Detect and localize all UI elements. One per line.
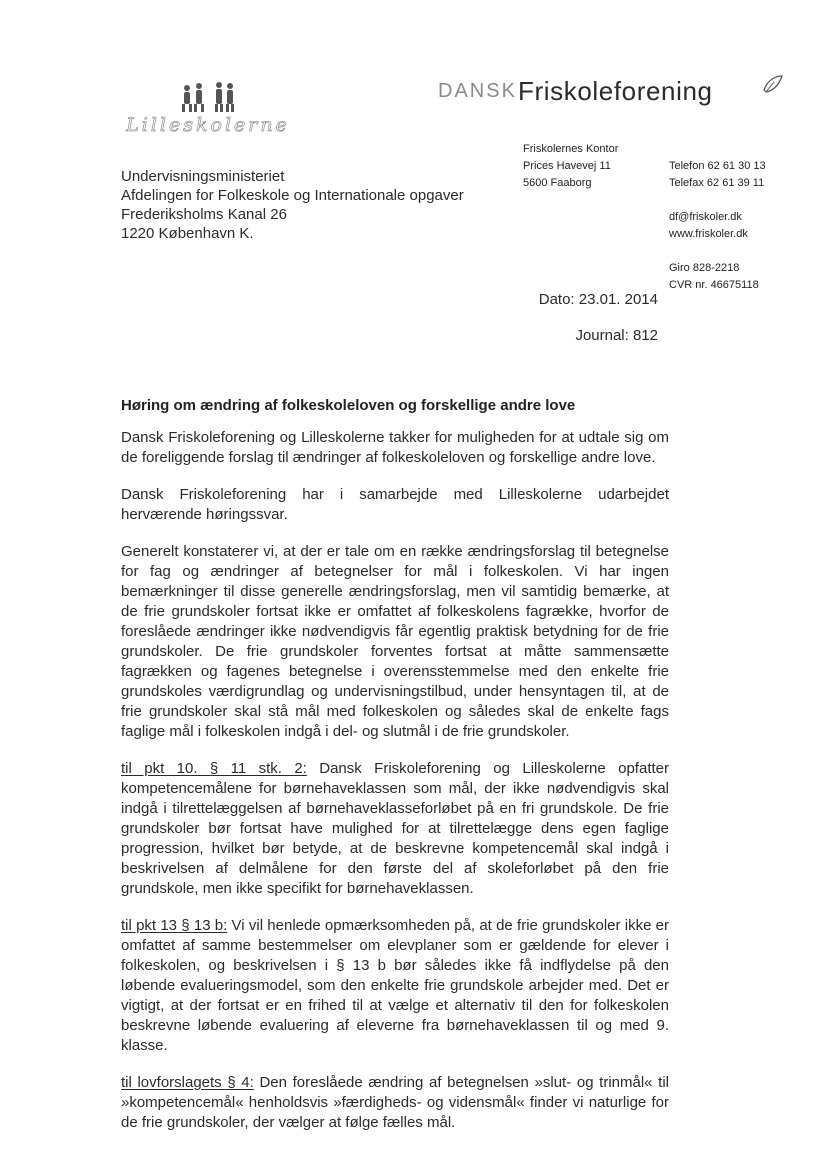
sender-city: 5600 Faaborg	[523, 177, 592, 189]
recipient-line: Frederiksholms Kanal 26	[121, 206, 287, 223]
contact-fax: Telefax 62 61 39 11	[669, 177, 765, 189]
letter-subject: Høring om ændring af folkeskoleloven og forskellige andre love	[121, 397, 576, 414]
contact-email[interactable]: df@friskoler.dk	[669, 211, 742, 223]
logo-prefix: DANSK	[438, 80, 517, 102]
contact-info	[669, 158, 789, 294]
section-reference: til lovforslagets § 4:	[121, 1074, 254, 1091]
sender-address	[523, 141, 653, 192]
leaf-icon	[760, 72, 786, 98]
contact-giro: Giro 828-2218	[669, 262, 740, 274]
body-paragraph	[121, 916, 669, 1056]
paragraph-text: Dansk Friskoleforening og Lilleskolerne opfatter kompetencemålene for børnehaveklassen som mål, der ikke nødvendigvis skal indgå i tilrettelæggelsen af børnehaveklasseforløbet på en fri grundskole. De frie grundskoler bør fortsat have mulighed for at tilrettelægge dens egen faglige progression, hvilket bør betyde, at de beskrevne kompetencemål skal indgå i beskrivelsen af delmålene for den første del af skoleforløbet på den frie grundskole, men ikke specifikt for børnehaveklassen.	[121, 760, 669, 897]
recipient-line: 1220 København K.	[121, 225, 254, 242]
logo-name: Friskoleforening	[518, 76, 713, 106]
lilleskolerne-wordmark: Lilleskolerne	[126, 114, 290, 136]
journal-number: Journal: 812	[575, 327, 658, 344]
sender-street: Prices Havevej 11	[523, 160, 611, 172]
contact-phone: Telefon 62 61 30 13	[669, 160, 766, 172]
body-paragraph	[121, 759, 669, 899]
letter-date: Dato: 23.01. 2014	[538, 291, 658, 308]
paragraph-text: Den foreslåede ændring af betegnelsen »slut- og trinmål« til »kompetencemål« henholdsvis »færdigheds- og vidensmål« finder vi naturlige for de frie grundskoler, der vælger at følge fælles mål.	[121, 1074, 669, 1131]
contact-cvr: CVR nr. 46675118	[669, 279, 759, 291]
sender-office: Friskolernes Kontor	[523, 143, 619, 155]
paragraph-text: Vi vil henlede opmærksomheden på, at de frie grundskoler ikke er omfattet af samme bestemmelser om elevplaner som er gældende for elever i folkeskolen, og beskrivelsen i § 13 b bør således ikke få indflydelse på den løbende evalueringsmodel, som den enkelte frie grundskole arbejder med. Det er vigtigt, at der fortsat er en frihed til at vælge et alternativ til den for folkeskolen beskrevne løbende evaluering af eleverne fra børnehaveklassen til og med 9. klasse.	[121, 917, 669, 1054]
letter-body	[121, 428, 669, 1150]
recipient-line: Undervisningsministeriet	[121, 168, 285, 185]
recipient-line: Afdelingen for Folkeskole og Internationale opgaver	[121, 187, 464, 204]
lilleskolerne-logo	[118, 80, 298, 140]
friskoleforening-logo	[438, 72, 788, 120]
body-paragraph: Dansk Friskoleforening har i samarbejde med Lilleskolerne udarbejdet herværende høringssvar.	[121, 486, 669, 523]
section-reference: til pkt 10. § 11 stk. 2:	[121, 760, 307, 777]
contact-web[interactable]: www.friskoler.dk	[669, 228, 748, 240]
recipient-address	[121, 167, 521, 243]
body-paragraph: Generelt konstaterer vi, at der er tale om en række ændringsforslag til betegnelse for fag og ændringer af betegnelser for mål i folkeskolen. Vi har ingen bemærkninger til disse generelle ændringsforslag, men vil samtidig bemærke, at de frie grundskoler fortsat ikke er omfattet af folkeskolens fagrække, hvorfor de foreslåede ændringer ikke nødvendigvis får egentlig praktisk betydning for de frie grundskoler. De frie grundskoler forventes fortsat at måtte sammensætte fagrækken og fagenes betegnelse i overensstemmelse med den enkelte frie grundskoles værdigrundlag og undervisningstilbud, under hensyntagen til, at de frie grundskoler skal stå mål med folkeskolen og således skal de enkelte fags faglige mål i folkeskolen indgå i del- og slutmål i de frie grundskoler.	[121, 543, 669, 740]
children-figures-icon	[173, 80, 243, 114]
body-paragraph: Dansk Friskoleforening og Lilleskolerne takker for muligheden for at udtale sig om de foreliggende forslag til ændringer af folkeskoleloven og forskellige andre love.	[121, 429, 669, 466]
body-paragraph	[121, 1073, 669, 1133]
section-reference: til pkt 13 § 13 b:	[121, 917, 228, 934]
